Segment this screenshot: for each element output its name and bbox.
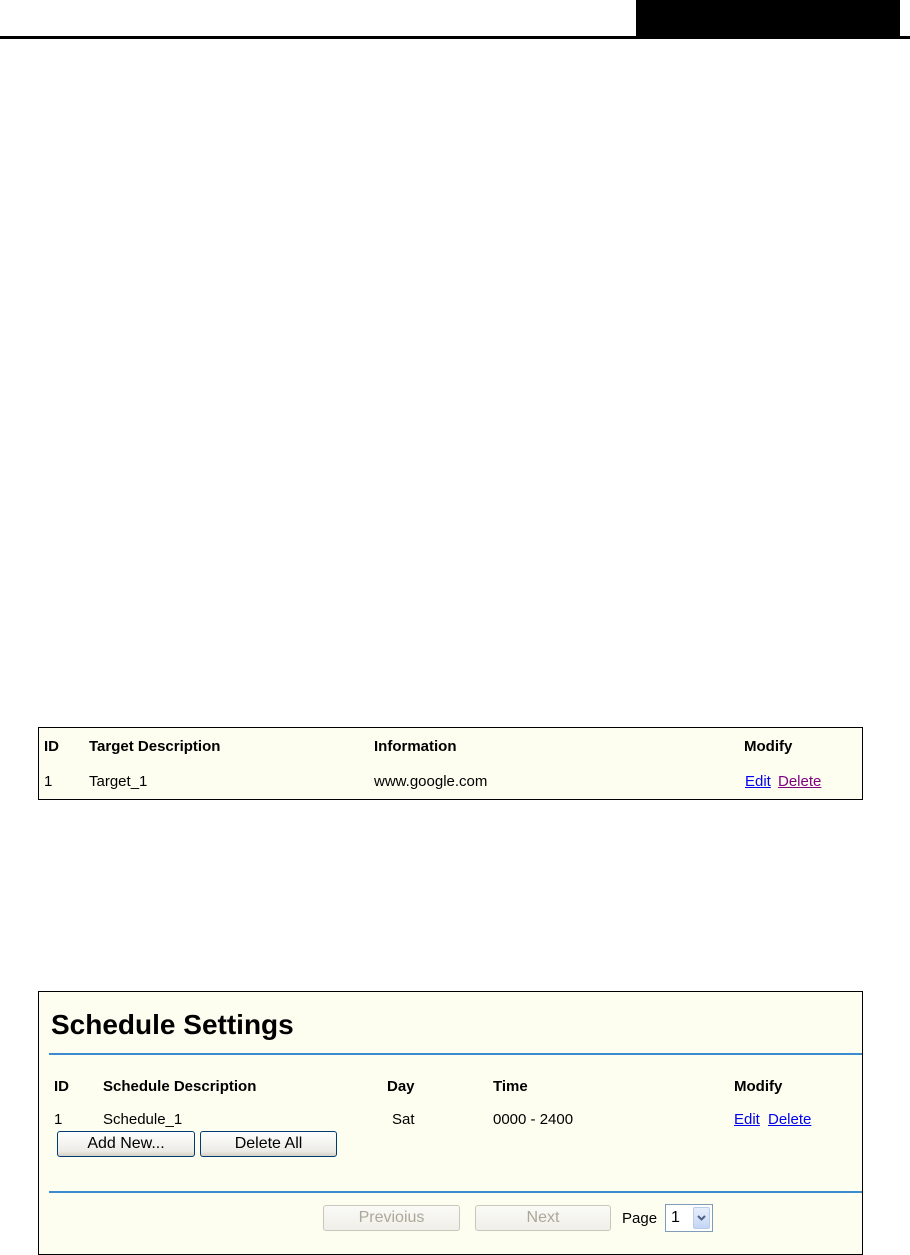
row-target-description: Target_1	[89, 773, 148, 790]
target-table	[38, 727, 863, 800]
chevron-down-icon[interactable]	[693, 1207, 710, 1229]
column-header-target-description: Target Description	[89, 738, 221, 755]
add-new-button[interactable]: Add New...	[57, 1131, 195, 1157]
row-id: 1	[54, 1111, 63, 1128]
column-header-id: ID	[44, 738, 59, 755]
column-header-day: Day	[387, 1078, 415, 1095]
delete-link[interactable]: Delete	[768, 1111, 812, 1128]
page-label: Page	[622, 1210, 658, 1227]
row-day: Sat	[392, 1111, 415, 1128]
header-rule	[0, 36, 910, 39]
schedule-settings-panel	[38, 991, 863, 1255]
column-header-information: Information	[374, 738, 457, 755]
delete-link[interactable]: Delete	[778, 773, 822, 790]
edit-link[interactable]: Edit	[745, 773, 771, 790]
column-header-time: Time	[493, 1078, 528, 1095]
column-header-modify: Modify	[744, 738, 793, 755]
row-schedule-description: Schedule_1	[103, 1111, 183, 1128]
row-time: 0000 - 2400	[493, 1111, 574, 1128]
page-title: Schedule Settings	[51, 1009, 294, 1040]
column-header-schedule-description: Schedule Description	[103, 1078, 257, 1095]
header-black-block	[636, 0, 900, 38]
top-divider	[49, 1053, 862, 1055]
delete-all-button[interactable]: Delete All	[200, 1131, 337, 1157]
next-button[interactable]: Next	[475, 1205, 611, 1231]
page-select-value: 1	[671, 1209, 680, 1226]
page-select[interactable]	[665, 1204, 713, 1232]
row-information: www.google.com	[374, 773, 488, 790]
column-header-modify: Modify	[734, 1078, 783, 1095]
bottom-divider	[49, 1191, 862, 1193]
column-header-id: ID	[54, 1078, 69, 1095]
edit-link[interactable]: Edit	[734, 1111, 760, 1128]
previous-button[interactable]: Previoius	[323, 1205, 460, 1231]
row-id: 1	[44, 773, 53, 790]
page-header	[0, 0, 910, 40]
